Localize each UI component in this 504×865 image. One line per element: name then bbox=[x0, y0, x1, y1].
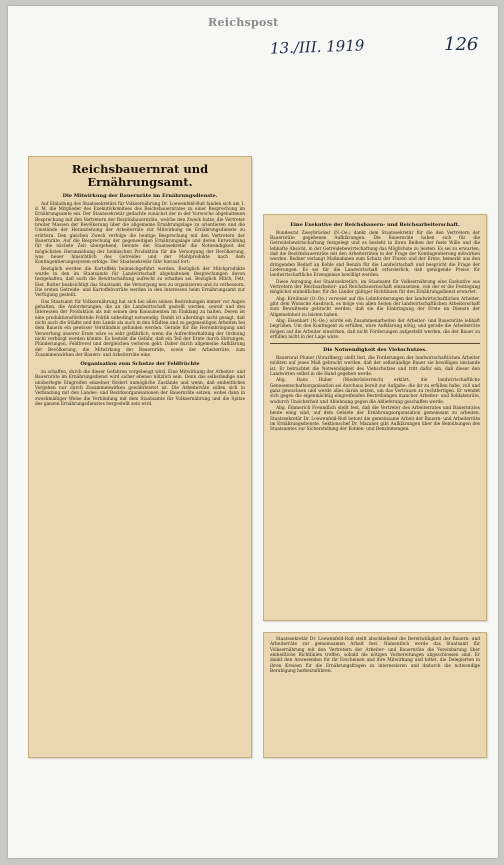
clipping-column bbox=[264, 633, 486, 679]
article-paragraph: Abg. Hans Huber (Niederösterreich) erklärt, die landwirtschaftliche Genossenschaftsorganisation sei durchaus bereit zur Aufgabe, die ihr zu erfüllen habe, voll und ganz gewachsen und werde alles daran setzen, um das Vertrauen zu rechtfertigen. Er wendet sich gegen die eigenmächtig eingreifenden Bestrebungen mancher Arbeiter- und Soldatenräte, wodurch Unsicherheit und Ablehnung gegen die Ablieferung geschaffen werde. bbox=[270, 378, 480, 405]
section-divider bbox=[270, 343, 480, 344]
clipping-column bbox=[264, 215, 486, 438]
article-headline: Reichsbauernrat und Ernährungsamt. bbox=[71, 162, 209, 189]
archive-page bbox=[8, 6, 498, 858]
clipping-column bbox=[29, 157, 251, 412]
article-paragraph: Abg. Eisenbart (N.-Oe.) würde ein Zusammenarbeiten der Arbeiter- und Bauernräte lebhaft begrüßen. Um den Kontingent zu erfüllen, wäre Aufklärung nötig, und gerade die Arbeiterräte mögen auf die Arbeiter einwirken, daß nicht Forderungen aufgestellt werden, die der Bauer zu erfüllen nicht in der Lage wäre. bbox=[270, 319, 480, 341]
clipping-continuation bbox=[263, 214, 487, 621]
article-paragraph: Bundesrat Zweybrücker (N.-Oe.) dankt dem Staatssekretär für die den Vertretern der Bauernräte gegebenen Aufklärungen. Die Bauernräte haben sich für die Getreidebewirtschaftung festgelegt und es besteht in ihren Reihen der feste Wille und die lebhafte Absicht, in der Getreidebewirtschaftung das Möglichste zu leisten. Es sei zu erwarten, daß die Bezirksbauernräte mit den Arbeiterräten in der Frage der Kontingentierung mitwirken werden. Redner verlangt Maßnahmen zum Schutz der Fluren und der Ernte, bemerkt aus den dringenden Bedarf an Kohle und Benzin für die Landwirtschaft und bespricht die Frage der Lieferungen. Es sei für die Landwirtschaft erforderlich, daß genügende Preise für landwirtschaftliche Erzeugnisse bewilligt werden. bbox=[270, 230, 480, 279]
article-paragraph: Diese Anregung des Staatssekretärs, im Staatsamt für Volksernährung eine Exekutive aus Vertretern der Reichsarbeiter- und Reichsbauernschaft einzusetzen, von der er die Festlegung möglichst einheitlicher, für die Länder gültiger Richtlinien für den Ernährungsdienst erwartet. bbox=[270, 279, 480, 296]
article-section-heading: Die Notwendigkeit des Viehschutzes. bbox=[323, 347, 427, 354]
article-paragraph: Bauernrat Pluner (Vorarlberg) stellt fest, die Forderungen der landwirtschaftlichen Arbeiter müßten auf jenes Maß gebracht werden, daß der selbständige Bauer sie bewilligen imstande ist. Er betrachtet die Notwendigkeit des Viehschutzes und tritt dafür ein, daß dieser den Landwirten selbst in die Hand gegeben werde. bbox=[270, 355, 480, 377]
article-paragraph: Auf Einladung des Staatssekretärs für Volksernährung Dr. Loewenfeld-Ruß fanden sich am 1. d. M. die Mitglieder des Exekutivkomitees des Reichsbauernrates zu einer Besprechung im Ernährungsamte ein. Der Staatssekretär gedachte zunächst der in der Vorwoche abgehaltenen Besprechung mit den Vertretern der Bezirksbauernräte, welche den Zweck hatte, die Vertreter breiter Massen der Bevölkerung über die allgemeine Ernährungslage zu orientieren und die Umstände der Heranziehung der Arbeiterräte zur Mitwirkung im Ernährungsdienste zu erörtern. Den gleichen Zweck verfolge die heutige Besprechung mit den Vertretern der Bauernräte. Auf die Besprechung der gegenseitigen Ernährungslage und deren Entwicklung für die nächste Zeit übergehend, betonte der Staatssekretär die Notwendigkeit der möglichsten Heranziehung der heimischen Produktion für die Versorgung der Bevölkerung, was heuer hinsichtlich des Getreides und der Mahlprodukte nach dem Kontingentierungssystem erfolge. Der Staatssekretär führ hierauf fort: bbox=[35, 201, 245, 266]
article-paragraph: Bezüglich werden die Kartoffeln heimischgeführt werden. Bezüglich der Milchprodukte wurde in den im Staatsamte für Landwirtschaft abgehaltenen Besprechungen davon festgehalten, daß auch die Bewirtschaftung aufrecht zu erhalten sei. Bezüglich Milch, Fett, Eier, Butter beabsichtigt das Staatsamt, die Versorgung neu zu organisieren und zu verbessern. Die ersten Getreide- und Kartoffelvorräte werden in den Interessen beim Ernährungsamt zur Verfügung gestellt. bbox=[35, 266, 245, 299]
article-section-heading: Eine Exekutive der Reichsbauern- und Reichsarbeiterschaft. bbox=[290, 222, 460, 228]
article-paragraph: Staatssekretär Dr. Loewenfeld-Ruß stellt abschließend die Bereitwilligkeit der Bauern- und Arbeiterräte zur gemeinsamen Arbeit fest. Namentlich werde das Staatsamt für Volksernährung mit den Vertretern der Arbeiter- und Bauernräte die Vereinbarung über einheitliche Richtlinien treffen, sobald die nötigen Vorbereitungen abgeschlossen sind. Er dankt den Anwesenden für ihr Erscheinen und ihre Mitwirkung und bittet, die Delegierten in ihren Kreisen für die Ernährungsfragen zu interessieren und dadurch die notwendige Beruhigung herbeizuführen. bbox=[270, 637, 480, 675]
clipping-main-article bbox=[28, 156, 252, 758]
handwritten-page-number: 126 bbox=[444, 34, 479, 55]
article-section-heading: Organisation zum Schutze der Feldfrüchte bbox=[80, 361, 200, 368]
handwritten-date: 13./III. 1919 bbox=[269, 36, 365, 58]
article-paragraph: Abg. Emmerich Freundlich stellt fest, daß die Vertreter des Arbeiterrates und Bauernrates heute einig sind, auf dem Gebiete der Ernährungsorganisation gemeinsam zu arbeiten. Staatssekretär Dr. Loewenfeld-Ruß betont die gemeinsame Arbeit der Bauern- und Arbeiterräte im Ernährungsdienste. Sektionschef Dr. Mazaner gibt Aufklärungen über die Bemühungen des Staatsamtes zur Sicherstellung der Kohlen- und Benzinmengen. bbox=[270, 405, 480, 433]
newspaper-masthead: Reichspost bbox=[208, 16, 279, 29]
clipping-conclusion bbox=[263, 632, 487, 758]
article-subhead: Die Mitwirkung der Bauernräte im Ernährungsdienste. bbox=[62, 193, 218, 199]
article-paragraph: Das Staatsamt für Volksernährung hat sich bei allen seinen Bestrebungen immer vor Augen gehalten, die Anforderungen, die an die Landwirtschaft gestellt werden, soweit und den Interessen der Produktion als mit seinen den Konsumenten im Einklang zu halten. Deren ist eine produktionsfördernde Politik unbedingt notwendig. Damit ist allerdings nicht gesagt, daß nicht auch die Städte und den Lande als auch in den Städten und zu gegenseitigen Arbeiten bei dem Bauern ein gewisser Verständnis gefunden werden. Gerade für die Hereinbringung und Verwertung unserer Ernte wäre es sehr gefährlich, wenn die Aufrechterhaltung der Ordnung nicht verbürgt werden könnte. Es besteht die Gefahr, daß ein Teil der Ernte durch Störungen, Plünderungen, Feldfrevel und dergleichen verloren geht. Daher durch allgemeine Aufklärung der Bevölkerung, die Mitwirkung der Bauernräte, sowie der Arbeiterräte, zum Zusammenwirken der Bauern- und Arbeiterräte eine bbox=[35, 299, 245, 359]
article-paragraph: Abg. Kreilmair (O.-Oe.) verweist auf die Lohnforderungen der landwirtschaftlichen Arbeiter, gibt dem Wunsche Ausdruck, es möge von allen Seiten der landwirtschaftlichen Arbeiterschaft zum Bewußtsein gebracht werden, daß sie die Einbringung der Ernte im Dienste der Allgemeinheit zu leisten haben. bbox=[270, 296, 480, 318]
article-paragraph: zu schaffen, durch die dieser Gefahren vorgebeugt wird. Eine Mitwirkung der Arbeiter- und Bauernräte im Ernährungsdienst wird sicher ebenso nützlich sein. Denn das selbständige und unüberlegte Eingreifen einzelner fördert unmögliche Zustände und wenn, daß einheitliches Vorgehen nur durch Zusammenwirken gewährleistet ist. Die Arbeiterräte sollen sich in Verbindung mit den Landes- und Bezirksorganisationen der Bauernräte setzen, wobei dann in zweckmäßiger Weise die Verbindung mit dem Staatsamte für Volksernährung und die Spitze des ganzen Ernährungsdienstes hergestellt sein wird. bbox=[35, 369, 245, 408]
